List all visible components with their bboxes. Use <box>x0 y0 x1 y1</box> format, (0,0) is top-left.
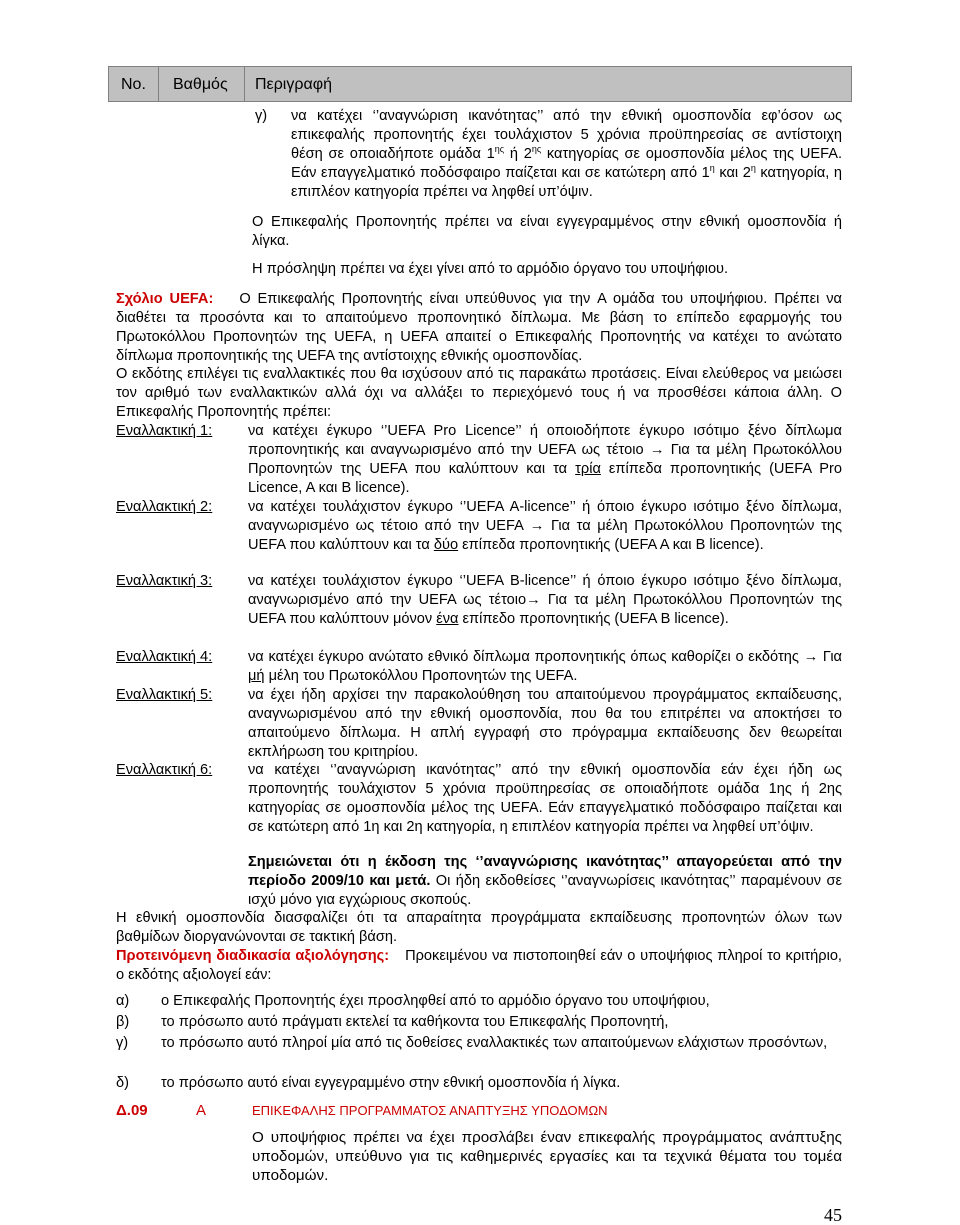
registration-paragraph: Ο Επικεφαλής Προπονητής πρέπει να είναι εγγεγραμμένος στην εθνική ομοσπονδία ή λίγκα. <box>252 214 842 249</box>
header-no: No. <box>121 76 146 93</box>
alternative-text: να κατέχει έγκυρο ‘’UEFA Pro Licence’’ ή οποιοδήποτε έγκυρο ισότιμο ξένο δίπλωμα προπονητικής και αναγνωρισμένο από την UEFA ως τέτοιο → Για τα μέλη Πρωτοκόλλου Προπονητών της UEFA που καλύπτουν και τα τρία επίπεδα προπονητικής (UEFA Pro Licence, A και B licence). <box>248 423 843 496</box>
list-item-label: α) <box>116 993 130 1009</box>
assessment-procedure: Προτεινόμενη διαδικασία αξιολόγησης: Προκειμένου να πιστοποιηθεί εάν ο υποψήφιος πληροί το κριτήριο, ο εκδότης αξιολογεί εάν: <box>116 948 842 983</box>
row-description: Ο υποψήφιος πρέπει να έχει προσλάβει έναν επικεφαλής προγράμματος ανάπτυξης υποδομών, υπεύθυνο για τις καθημερινές εργασίες και τα τεχνικά θέματα του τομέα υποδομών. <box>252 1129 842 1184</box>
alternative-text: να έχει ήδη αρχίσει την παρακολούθηση του απαιτούμενου προγράμματος εκπαίδευσης, αναγνωρισμένου από την εθνική ομοσπονδία, που θα του επιτρέπει να αποκτήσει το απαιτούμενο δίπλωμα. Η απλή εγγραφή στο πρόγραμμα εκπαίδευσης δεν θεωρείται εκπλήρωση του κριτηρίου. <box>248 687 842 760</box>
comment-instructions: Ο εκδότης επιλέγει τις εναλλακτικές που θα ισχύσουν από τις παρακάτω προτάσεις. Είναι ελεύθερος να μειώσει τον αριθμό των εναλλακτικών αλλά όχι να αλλάξει το περιεχόμενό τους ή να προσθέσει κάποια άλλη. Ο Επικεφαλής Προπονητής πρέπει: <box>116 366 842 420</box>
item-g-paragraph: να κατέχει ‘’αναγνώριση ικανότητας’’ από την εθνική ομοσπονδία εφ’όσον ως επικεφαλής προπονητής έχει τουλάχιστον 5 χρόνια προϋπηρεσίας σε αντίστοιχη θέση σε οποιαδήποτε ομάδα $1^{\eta\varsigma}$ ή $2^{\eta\varsigma}$ κατηγορίας σε ομοσπονδία μέλος της UEFA. Εάν επαγγελματικό ποδόσφαιρο παίζεται και σε κατώτερη από $1^\eta$ και $2^\eta$ κατηγορία, η επιπλέον κατηγορία πρέπει να ληφθεί υπ’όψιν. <box>291 108 842 200</box>
header-divider <box>158 66 159 102</box>
row-number: Δ.09 <box>116 1102 148 1119</box>
row-grade: A <box>196 1102 207 1119</box>
list-item: το πρόσωπο αυτό πληροί μία από τις δοθείσες εναλλακτικές των απαιτούμενων ελάχιστων προσόντων, <box>161 1035 828 1051</box>
list-item: ο Επικεφαλής Προπονητής έχει προσληφθεί από το αρμόδιο όργανο του υποψήφιου, <box>161 993 710 1009</box>
alternative-label: Εναλλακτική 3: <box>116 573 213 589</box>
list-item: το πρόσωπο αυτό πράγματι εκτελεί τα καθήκοντα του Επικεφαλής Προπονητή, <box>161 1014 669 1030</box>
issuance-note: Σημειώνεται ότι η έκδοση της ‘’αναγνώρισης ικανότητας’’ απαγορεύεται από την περίοδο 2009/10 και μετά. Οι ήδη εκδοθείσες ‘’αναγνωρίσεις ικανότητας’’ παραμένουν σε ισχύ μόνο για εγχώριους σκοπούς. <box>248 854 842 908</box>
list-item-label: β) <box>116 1014 130 1030</box>
alternative-text: να κατέχει ‘’αναγνώριση ικανότητας’’ από την εθνική ομοσπονδία εάν έχει ήδη ως προπονητής τουλάχιστον 5 χρόνια προϋπηρεσίας σε οποιαδήποτε ομάδα 1ης ή 2ης κατηγορίας σε ομοσπονδία μέλος της UEFA. Εάν επαγγελματικό ποδόσφαιρο παίζεται και σε κατώτερη από 1η και 2η κατηγορία, η επιπλέον κατηγορία πρέπει να ληφθεί υπ’όψιν. <box>248 762 842 835</box>
procedure-label: Προτεινόμενη διαδικασία αξιολόγησης: <box>116 948 390 964</box>
alternative-label: Εναλλακτική 5: <box>116 687 213 703</box>
header-divider <box>244 66 245 102</box>
list-item-label: γ) <box>116 1035 129 1051</box>
alternative-text: να κατέχει έγκυρο ανώτατο εθνικό δίπλωμα προπονητικής όπως καθορίζει ο εκδότης → Για μή μέλη του Πρωτοκόλλου Προπονητών της UEFA. <box>248 649 842 684</box>
alternative-text: να κατέχει τουλάχιστον έγκυρο ‘’UEFA B-licence’’ ή όποιο έγκυρο ισότιμο ξένο δίπλωμα, αναγνωρισμένο από την UEFA ως τέτοιο→ Για τα μέλη Πρωτοκόλλου Προπονητών της UEFA που καλύπτουν μόνον ένα επίπεδο προπονητικής (UEFA B licence). <box>248 573 842 627</box>
uefa-comment: Σχόλιο UEFA: Ο Επικεφαλής Προπονητής είναι υπεύθυνος για την A ομάδα του υποψήφιου. Πρέπει να διαθέτει τα προσόντα και το απαιτούμενο προπονητικό δίπλωμα. Με βάση το επίπεδο εφαρμογής του Πρωτοκόλλου Προπονητών της UEFA, η UEFA απαιτεί ο Επικεφαλής Προπονητής να κατέχει το ανώτατο δίπλωμα προπονητικής της UEFA της αντίστοιχης εθνικής ομοσπονδίας. <box>116 291 842 364</box>
header-description: Περιγραφή <box>255 76 332 93</box>
list-item-label: δ) <box>116 1075 129 1091</box>
page-number: 45 <box>824 1205 842 1225</box>
national-federation-paragraph: Η εθνική ομοσπονδία διασφαλίζει ότι τα απαραίτητα προγράμματα εκπαίδευσης προπονητών όλων των βαθμίδων διοργανώνονται σε τακτική βάση. <box>116 910 842 945</box>
alternative-label: Εναλλακτική 6: <box>116 762 213 778</box>
alternative-label: Εναλλακτική 1: <box>116 423 213 439</box>
table-header <box>108 66 852 102</box>
item-label: γ) <box>255 108 268 124</box>
hiring-paragraph: Η πρόσληψη πρέπει να έχει γίνει από το αρμόδιο όργανο του υποψήφιου. <box>252 261 729 277</box>
comment-label: Σχόλιο UEFA: <box>116 291 214 307</box>
header-grade: Βαθμός <box>173 76 228 93</box>
alternative-text: να κατέχει τουλάχιστον έγκυρο ‘’UEFA A-licence’’ ή όποιο έγκυρο ισότιμο ξένο δίπλωμα, αναγνωρισμένο ως τέτοιο από την UEFA → Για τα μέλη Πρωτοκόλλου Προπονητών της UEFA που καλύπτουν και τα δύο επίπεδα προπονητικής (UEFA A και B licence). <box>248 499 842 553</box>
row-title: ΕΠΙΚΕΦΑΛΗΣ ΠΡΟΓΡΑΜΜΑΤΟΣ ΑΝΑΠΤΥΞΗΣ ΥΠΟΔΟΜΩΝ <box>252 1103 608 1118</box>
list-item: το πρόσωπο αυτό είναι εγγεγραμμένο στην εθνική ομοσπονδία ή λίγκα. <box>161 1075 621 1091</box>
alternative-label: Εναλλακτική 4: <box>116 649 213 665</box>
alternative-label: Εναλλακτική 2: <box>116 499 213 515</box>
